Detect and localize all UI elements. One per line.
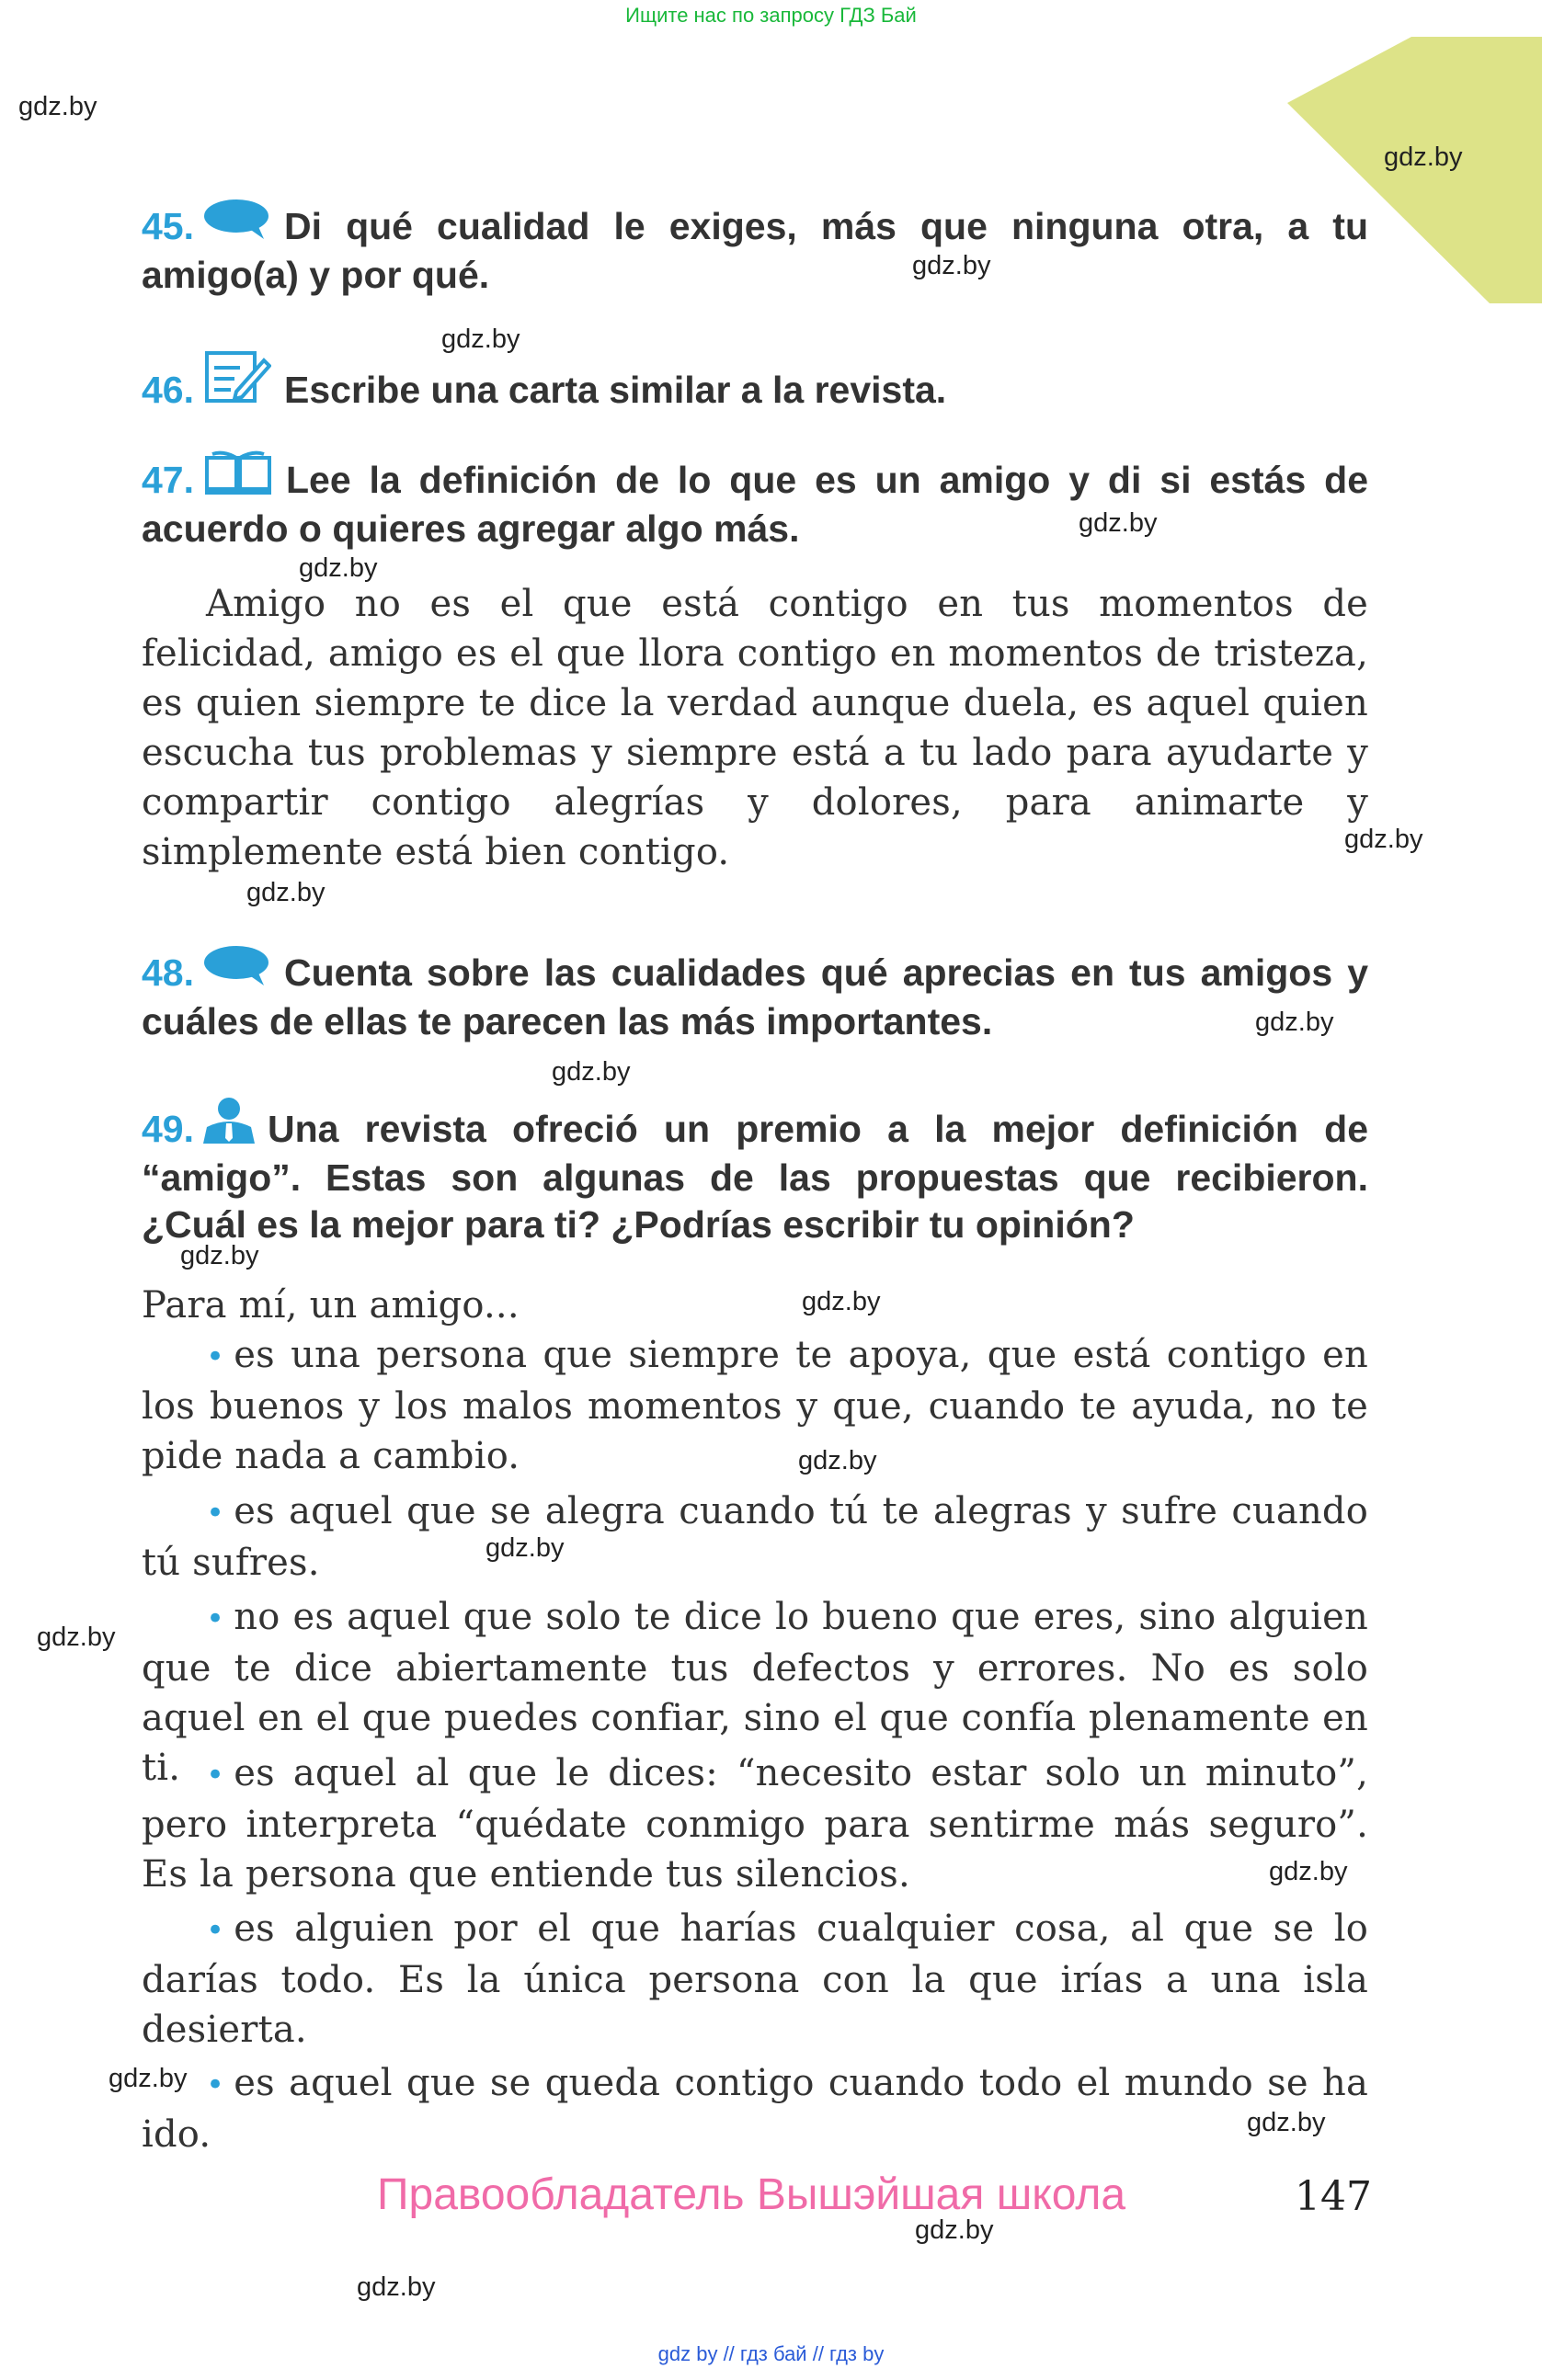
watermark: gdz.by bbox=[552, 1057, 631, 1087]
list-item: • es aquel que se alegra cuando tú te alegras y sufre cuando tú sufres. bbox=[142, 1490, 1368, 1584]
task-number: 49. bbox=[142, 1108, 194, 1150]
list-item: • no es aquel que solo te dice lo bueno que eres, sino alguien que te dice abiertamente tus defectos y errores. No es solo aquel en el que puedes confiar, sino el que confía plenamente en ti. bbox=[142, 1596, 1368, 1789]
watermark: gdz.by bbox=[1344, 825, 1423, 854]
bullet-icon: • bbox=[206, 2067, 225, 2103]
watermark: gdz.by bbox=[441, 325, 520, 354]
watermark: gdz.by bbox=[180, 1241, 259, 1270]
watermark: gdz.by bbox=[18, 92, 97, 121]
watermark: gdz.by bbox=[912, 251, 991, 280]
bottom-links[interactable]: gdz by // гдз бай // гдз by bbox=[657, 2342, 885, 2365]
task-text: Escribe una carta similar a la revista. bbox=[284, 369, 947, 411]
top-banner: Ищите нас по запросу ГДЗ Бай bbox=[625, 4, 917, 27]
page-number: 147 bbox=[1295, 2173, 1372, 2220]
watermark: gdz.by bbox=[1247, 2108, 1326, 2137]
watermark: gdz.by bbox=[915, 2215, 994, 2245]
list-item: • es aquel al que le dices: “necesito estar solo un minuto”, pero interpreta “quédate conmigo para sentirme más seguro”. Es la persona que entiende tus silencios. bbox=[142, 1752, 1368, 1896]
list-item: • es una persona que siempre te apoya, que está contigo en los buenos y los malos momentos y que, cuando te ayuda, no te pide nada a cambio. bbox=[142, 1334, 1368, 1477]
watermark: gdz.by bbox=[357, 2272, 436, 2302]
bullet-icon: • bbox=[206, 1600, 225, 1637]
bullet-icon: • bbox=[206, 1757, 225, 1794]
task-text: Di qué cualidad le exiges, más que ninguna otra, a tu amigo(a) y por qué. bbox=[142, 205, 1368, 296]
passage-47: Amigo no es el que está contigo en tus momentos de felicidad, amigo es el que llora contigo en momentos de tristeza, es quien siempre te dice la verdad aunque duela, es aquel quien escucha tus problemas y siempre está a tu lado para ayudarte y compartir contigo alegrías y dolores, para animarte y simplemente está bien contigo. bbox=[142, 583, 1368, 873]
intro-49: Para mí, un amigo... bbox=[142, 1284, 520, 1327]
task-number: 45. bbox=[142, 205, 194, 247]
list-item: • es aquel que se queda contigo cuando todo el mundo se ha ido. bbox=[142, 2062, 1368, 2156]
notebook-pencil-icon bbox=[203, 349, 271, 416]
watermark: gdz.by bbox=[802, 1287, 881, 1316]
watermark: gdz.by bbox=[299, 553, 378, 583]
open-book-icon bbox=[203, 450, 273, 506]
bullet-icon: • bbox=[206, 1912, 225, 1949]
task-number: 48. bbox=[142, 951, 194, 994]
watermark: gdz.by bbox=[798, 1446, 877, 1475]
task-text: Una revista ofreció un premio a la mejor definición de “amigo”. Estas son algunas de las propuestas que recibieron. ¿Cuál es la mejor para ti? ¿Podrías escribir tu opinión? bbox=[142, 1108, 1368, 1246]
watermark: gdz.by bbox=[109, 2064, 188, 2093]
copyright-owner: Правообладатель Вышэйшая школа bbox=[377, 2170, 1126, 2219]
task-45 bbox=[142, 199, 1368, 299]
task-number: 47. bbox=[142, 459, 194, 501]
watermark: gdz.by bbox=[1079, 508, 1158, 538]
task-47 bbox=[142, 450, 1368, 552]
watermark: gdz.by bbox=[1255, 1008, 1334, 1037]
task-46 bbox=[142, 349, 1368, 416]
task-49 bbox=[142, 1096, 1368, 1248]
list-item: • es alguien por el que harías cualquier cosa, al que se lo darías todo. Es la única persona con la que irías a una isla desierta. bbox=[142, 1907, 1368, 2051]
bullet-icon: • bbox=[206, 1338, 225, 1375]
task-48 bbox=[142, 945, 1368, 1045]
task-number: 46. bbox=[142, 369, 194, 411]
watermark: gdz.by bbox=[485, 1533, 565, 1563]
watermark: gdz.by bbox=[1384, 142, 1463, 172]
task-text: Lee la definición de lo que es un amigo y di si estás de acuerdo o quieres agregar algo más. bbox=[142, 459, 1368, 550]
person-icon bbox=[201, 1096, 257, 1155]
watermark: gdz.by bbox=[37, 1623, 116, 1652]
speech-bubble-icon bbox=[203, 199, 271, 252]
task-text: Cuenta sobre las cualidades qué aprecias en tus amigos y cuáles de ellas te parecen las más importantes. bbox=[142, 951, 1368, 1042]
speech-bubble-icon bbox=[203, 945, 271, 998]
watermark: gdz.by bbox=[246, 878, 326, 907]
bullet-icon: • bbox=[206, 1495, 225, 1532]
watermark: gdz.by bbox=[1269, 1857, 1348, 1886]
